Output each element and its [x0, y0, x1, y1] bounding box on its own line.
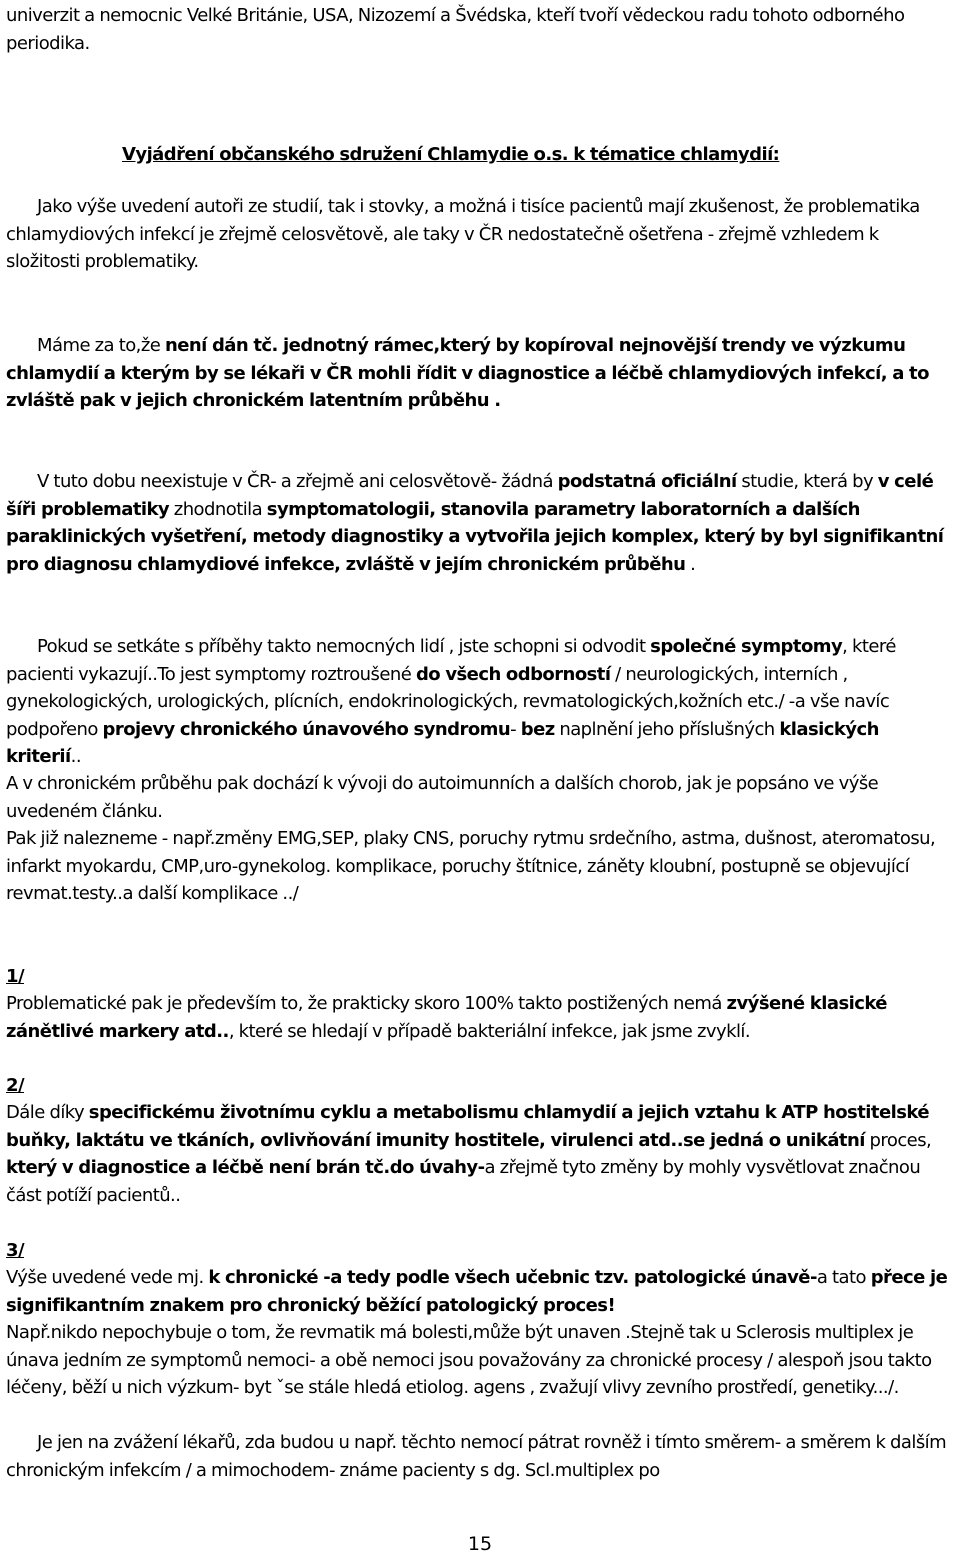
- paragraph-para-studie: [6, 468, 954, 578]
- text-segment: symptomatologii, stanovila parametry laboratorních a dalších paraklinických vyšetření, metody diagnostiky a vytvořila jejich komplex, který by byl signifikantní pro diagnosu chlamydiové infekce, zvláště v jejím chronickém průběhu: [6, 498, 944, 575]
- text-segment: Jako výše uvedení autoři ze studií, tak i stovky, a možná i tisíce pacientů mají zkušenost, že problematika chlamydiových infekcí je zřejmě celosvětově, ale taky v ČR nedostatečně ošetřena - zřejmě vzhledem k složitosti problematiky.: [6, 196, 920, 272]
- text-segment: 2/: [6, 1075, 24, 1096]
- text-segment: Vyjádření občanského sdružení Chlamydie o.s. k tématice chlamydií:: [122, 144, 780, 165]
- paragraph-num-2: [6, 1072, 954, 1100]
- text-segment: V tuto dobu neexistuje v ČR- a zřejmě ani celosvětově- žádná: [37, 471, 558, 492]
- text-segment: 1/: [6, 966, 24, 987]
- paragraph-num-3: [6, 1237, 954, 1265]
- paragraph-para-autoimunni: [6, 770, 954, 825]
- text-segment: naplnění jeho příslušných: [554, 718, 780, 740]
- text-segment: specifickému životnímu cyklu a metabolismu chlamydií a jejich vztahu k ATP hostitelské buňky, laktátu ve tkáních, ovlivňování imunity hostitele, virulenci atd..se jedná o unikátní: [6, 1102, 929, 1151]
- text-segment: Problematické pak je především to, že prakticky skoro 100% takto postižených nemá: [6, 993, 727, 1014]
- paragraph-heading: [6, 141, 954, 169]
- text-segment: zhodnotila: [169, 498, 267, 520]
- paragraph-para-zmeny: [6, 825, 954, 908]
- text-segment: / neurologických, interních , gynekologických, urologických, plícních, endokrinologických, revmatologických,kožních etc./ -a vše navíc podpořeno: [6, 663, 890, 740]
- text-segment: není dán tč. jednotný rámec,který by kopíroval nejnovější trendy ve výzkumu chlamydií a kterým by se lékaři v ČR mohli řídit v diagnostice a léčbě chlamydiových infekcí, a to zvláště pak v jejich chronickém latentním průběhu .: [6, 335, 929, 411]
- paragraph-para-ramec: [6, 332, 954, 415]
- paragraph-para-pribehy: [6, 633, 954, 771]
- text-segment: univerzit a nemocnic Velké Británie, USA, Nizozemí a Švédska, kteří tvoří vědeckou radu tohoto odborného periodika.: [6, 5, 905, 54]
- text-segment: projevy chronického únavového syndromu: [102, 718, 511, 740]
- text-segment: .: [685, 553, 696, 575]
- paragraph-para-revmatik: [6, 1319, 954, 1402]
- text-segment: zvýšené klasické zánětlivé markery atd..: [6, 993, 887, 1042]
- text-segment: Je jen na zvážení lékařů, zda budou u např. těchto nemocí pátrat rovněž i tímto směrem- a směrem k dalším chronickým infekcím / a mimochodem- známe pacienty s dg. Scl.multiplex po: [6, 1432, 947, 1481]
- text-segment: klasických kriterií: [6, 718, 879, 767]
- text-segment: Např.nikdo nepochybuje o tom, že revmatik má bolesti,může být unaven .Stejně tak u Sclerosis multiplex je únava jedním ze symptomů nemoci- a obě nemoci jsou považovány za chronické procesy / alespoň jsou takto léčeny, běží u nich výzkum- byt ˇse stále hledá etiolog. agens , zvažují vlivy zevního prostředí, genetiky.../.: [6, 1322, 932, 1398]
- paragraph-para-3: [6, 1264, 954, 1319]
- text-segment: přece je signifikantním znakem pro chronický běžící patologický proces!: [6, 1267, 948, 1316]
- text-segment: k chronické -a tedy podle všech učebnic tzv. patologické únavě-: [208, 1267, 817, 1288]
- text-segment: , které se hledají v případě bakteriální infekce, jak jsme zvyklí.: [228, 1020, 751, 1042]
- text-segment: -: [510, 718, 521, 740]
- text-segment: který v diagnostice a léčbě není brán tč.do úvahy-: [6, 1157, 485, 1178]
- paragraph-para-zvazeni: [6, 1429, 954, 1484]
- text-segment: Výše uvedené vede mj.: [6, 1267, 209, 1288]
- paragraph-num-1: [6, 963, 954, 991]
- text-segment: Pak již nalezneme - např.změny EMG,SEP, plaky CNS, poruchy rytmu srdečního, astma, dušnost, ateromatosu, infarkt myokardu, CMP,uro-gynekolog. komplikace, poruchy štítnice, záněty kloubní, postupně se objevující revmat.testy..a další komplikace ../: [6, 828, 936, 904]
- text-segment: Máme za to,že: [37, 335, 165, 356]
- text-segment: bez: [520, 718, 555, 740]
- paragraph-intro-cont: [6, 2, 954, 57]
- text-segment: studie, která by: [736, 471, 878, 492]
- text-segment: Dále díky: [6, 1102, 89, 1123]
- paragraph-para-authors: [6, 193, 954, 276]
- text-segment: podstatná oficiální: [557, 471, 737, 492]
- text-segment: ..: [70, 746, 81, 767]
- text-segment: v celé šíři problematiky: [6, 471, 934, 520]
- text-segment: do všech odborností: [415, 663, 611, 685]
- text-segment: a zřejmě tyto změny by mohly vysvětlovat značnou část potíží pacientů..: [6, 1157, 921, 1206]
- text-segment: , které pacienti vykazují..To jest symptomy roztroušené: [6, 636, 896, 685]
- text-segment: a tato: [816, 1267, 871, 1288]
- text-segment: společné symptomy: [650, 636, 843, 657]
- text-segment: A v chronickém průběhu pak dochází k vývoji do autoimunních a dalších chorob, jak je popsáno ve výše uvedeném článku.: [6, 773, 879, 822]
- paragraph-para-1: [6, 990, 954, 1045]
- text-segment: Pokud se setkáte s příběhy takto nemocných lidí , jste schopni si odvodit: [37, 636, 651, 657]
- page-number: 15: [467, 1533, 493, 1555]
- text-segment: 3/: [6, 1240, 24, 1261]
- paragraph-para-2: [6, 1099, 954, 1209]
- text-segment: proces,: [864, 1129, 932, 1151]
